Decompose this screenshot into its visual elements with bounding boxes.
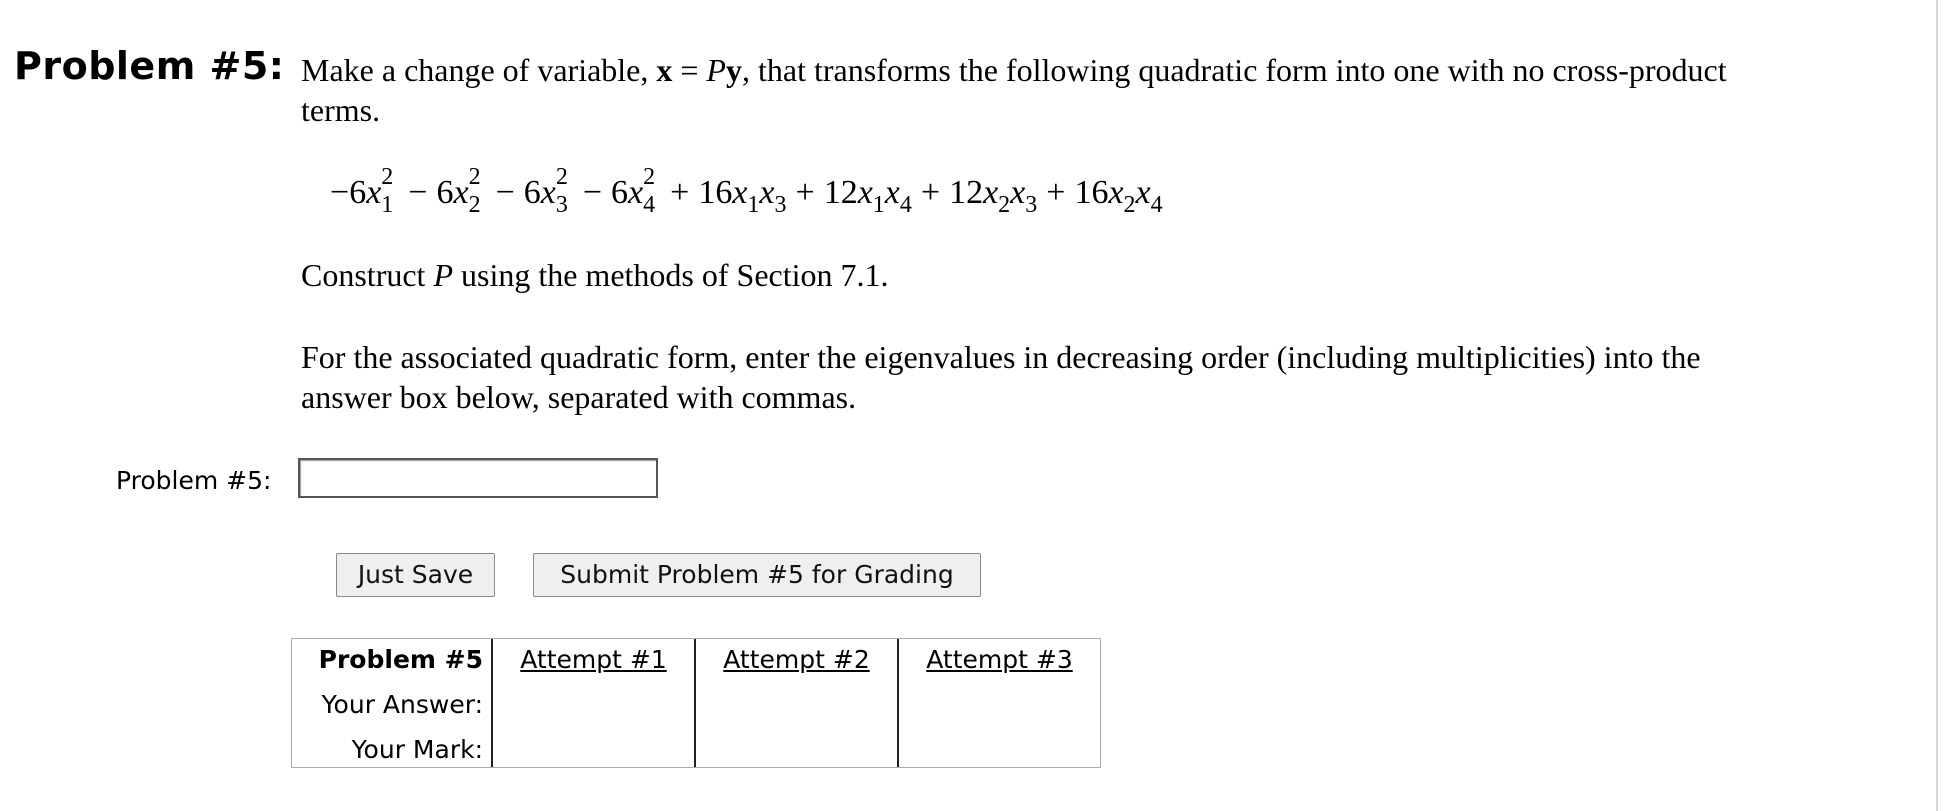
instructions-line1: For the associated quadratic form, enter the eigenvalues in decreasing order (including multiplicities) into the: [301, 339, 1701, 375]
math-variable: x: [1108, 174, 1124, 211]
math-term: [330, 164, 399, 219]
math-term: [661, 174, 786, 219]
right-scroll-edge: [1936, 0, 1938, 811]
math-subscript: 4: [899, 192, 912, 218]
your-answer-label: Your Answer:: [321, 690, 483, 719]
math-coefficient: 6: [436, 174, 454, 211]
math-term: [1037, 174, 1162, 219]
math-operator: +: [795, 174, 815, 211]
math-coefficient: 6: [611, 174, 629, 211]
attempt-3-column: [899, 639, 1100, 767]
attempts-table-header: Problem #5: [318, 645, 483, 674]
math-coefficient: 12: [823, 174, 858, 211]
problem-heading: Problem #5:: [14, 44, 285, 88]
attempt-3-link[interactable]: Attempt #3: [926, 645, 1073, 674]
attempts-label-column: [292, 639, 493, 767]
math-variable: x: [628, 174, 644, 211]
your-mark-label: Your Mark:: [351, 735, 483, 764]
math-exponent: 2: [468, 164, 481, 191]
math-term: [787, 174, 912, 219]
math-subscript: 3: [774, 192, 787, 218]
math-variable: x: [759, 174, 775, 211]
math-subscript: 3: [555, 192, 568, 219]
math-variable: x: [732, 174, 748, 211]
attempt-2-link[interactable]: Attempt #2: [723, 645, 870, 674]
math-operator: +: [670, 174, 690, 211]
intro-bold-x: x: [656, 52, 673, 88]
construct-instruction: [301, 255, 1903, 295]
math-sub-sup: [468, 164, 487, 219]
math-coefficient: 6: [349, 174, 367, 211]
submit-for-grading-button[interactable]: Submit Problem #5 for Grading: [533, 553, 981, 597]
math-operator: +: [1046, 174, 1066, 211]
math-exponent: 2: [381, 164, 394, 191]
math-sub-sup: [555, 164, 574, 219]
math-coefficient: 16: [698, 174, 733, 211]
math-variable: x: [453, 174, 469, 211]
intro-equals: =: [672, 52, 707, 88]
attempt-1-link[interactable]: Attempt #1: [520, 645, 667, 674]
math-variable: x: [366, 174, 382, 211]
math-variable: x: [1135, 174, 1151, 211]
attempts-table: [291, 638, 1101, 768]
math-subscript: 2: [1123, 192, 1136, 218]
eigenvalue-instructions: [301, 337, 1903, 417]
answer-label: Problem #5:: [116, 466, 272, 495]
instructions-line2: answer box below, separated with commas.: [301, 379, 857, 415]
attempt-1-column: [493, 639, 696, 767]
intro-text-post: , that transforms the following quadratic form into one with no cross-product: [741, 52, 1727, 88]
math-sub-sup: [381, 164, 399, 219]
math-operator: −: [408, 174, 428, 211]
intro-matrix-p: P: [706, 52, 726, 88]
math-operator: −: [495, 174, 515, 211]
math-sign: −: [330, 174, 350, 211]
math-subscript: 2: [998, 192, 1011, 218]
quadratic-form-expression: [330, 164, 1163, 219]
math-sub-sup: [643, 164, 661, 219]
construct-matrix-p: P: [433, 257, 453, 293]
math-subscript: 4: [643, 192, 656, 219]
math-exponent: 2: [555, 164, 568, 191]
construct-text-pre: Construct: [301, 257, 434, 293]
math-subscript: 2: [468, 192, 481, 219]
math-subscript: 1: [747, 192, 760, 218]
answer-input[interactable]: [298, 458, 658, 498]
math-subscript: 1: [381, 192, 394, 219]
math-subscript: 4: [1150, 192, 1163, 218]
math-operator: +: [920, 174, 941, 211]
math-coefficient: 6: [523, 174, 541, 211]
math-term: [574, 164, 661, 219]
math-subscript: 1: [872, 192, 885, 218]
intro-text-pre: Make a change of variable,: [301, 52, 657, 88]
construct-text-post: using the methods of Section 7.1.: [452, 257, 889, 293]
intro-bold-y: y: [725, 52, 742, 88]
problem-intro: [301, 50, 1903, 130]
math-variable: x: [540, 174, 556, 211]
intro-text-line2: terms.: [301, 92, 381, 128]
math-term: [399, 164, 486, 219]
just-save-button[interactable]: Just Save: [336, 553, 495, 597]
attempt-2-column: [696, 639, 899, 767]
math-term: [487, 164, 574, 219]
math-coefficient: 16: [1074, 174, 1109, 211]
math-exponent: 2: [643, 164, 656, 191]
math-variable: x: [1010, 174, 1026, 211]
math-variable: x: [857, 174, 873, 211]
math-variable: x: [884, 174, 900, 211]
math-term: [912, 174, 1037, 219]
math-variable: x: [983, 174, 999, 211]
math-coefficient: 12: [949, 174, 984, 211]
math-subscript: 3: [1025, 192, 1038, 218]
math-operator: −: [582, 174, 603, 211]
